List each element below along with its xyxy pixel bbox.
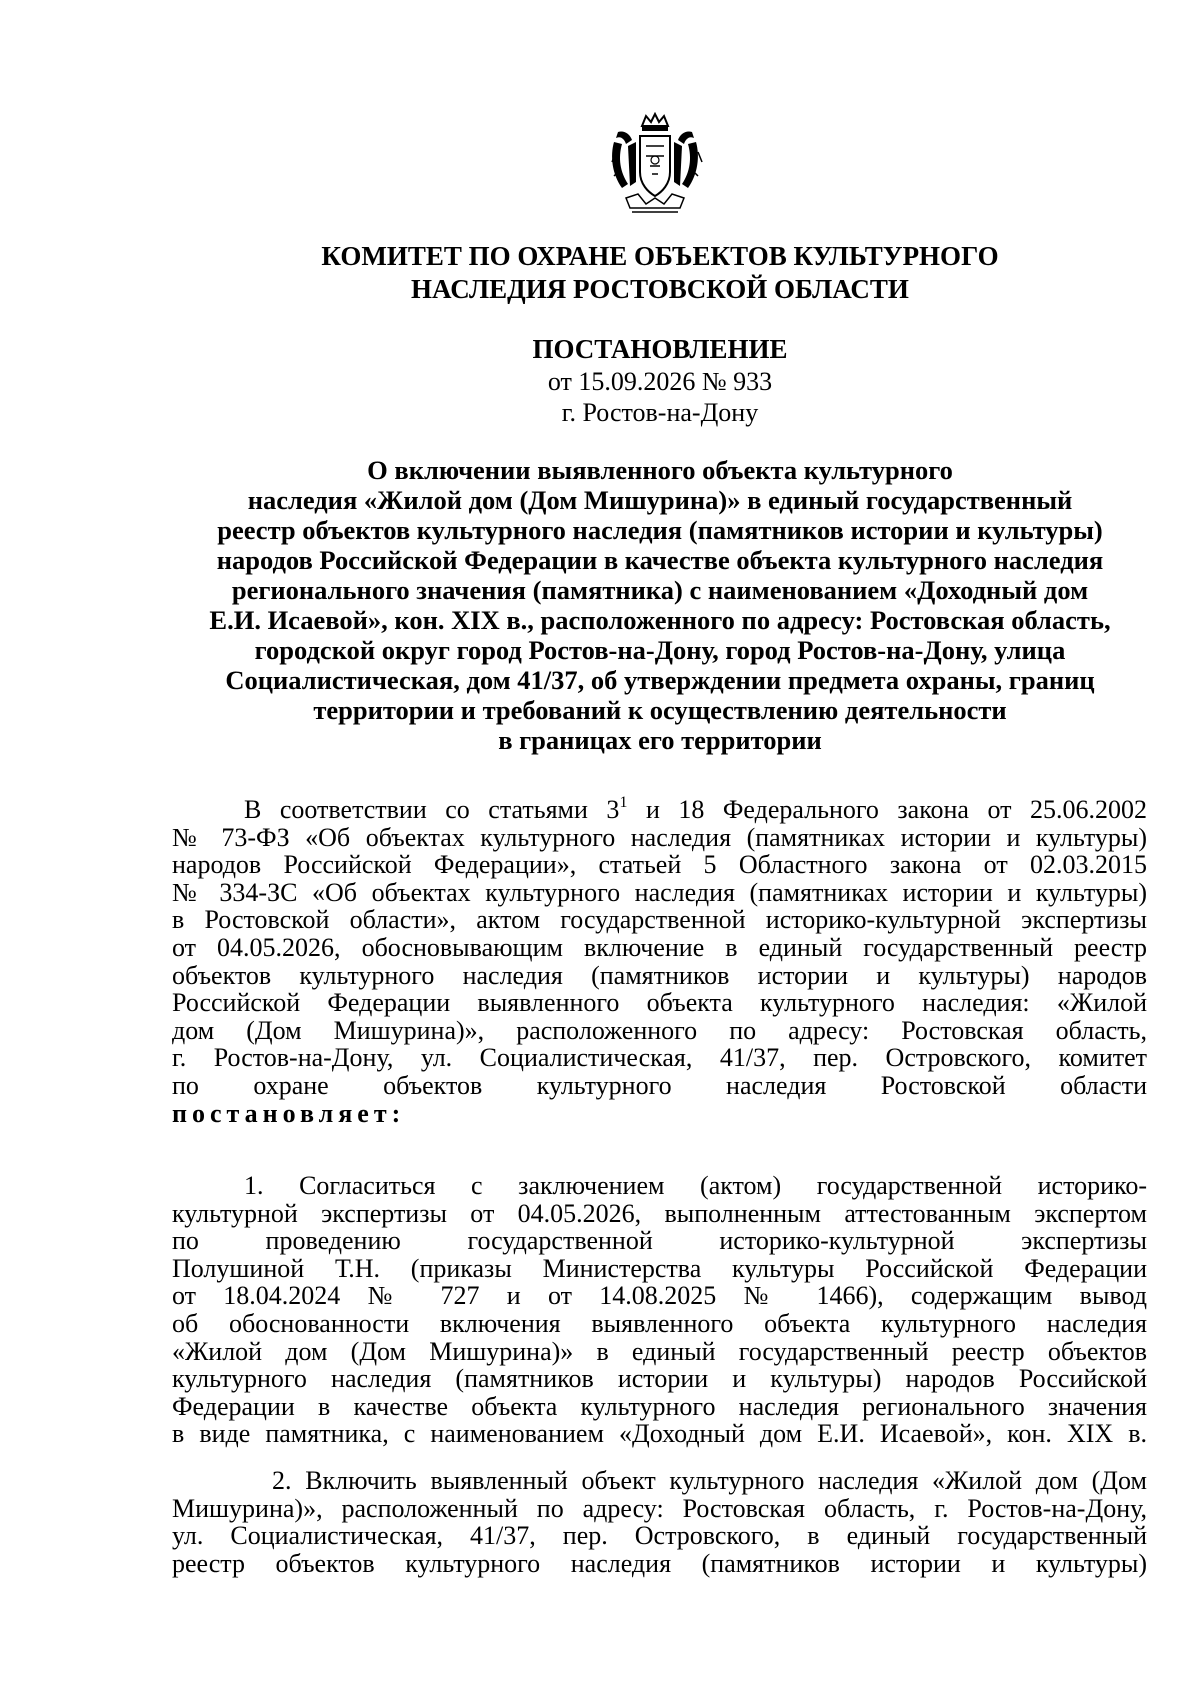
item-2-line: реестр объектов культурного наследия (памятников истории и культуры) <box>172 1548 1147 1578</box>
item-2-paragraph <box>172 1467 1147 1577</box>
title-line: Е.И. Исаевой», кон. XIX в., расположенного по адресу: Ростовская область, <box>209 605 1111 635</box>
preamble-line: по охране объектов культурного наследия Ростовской области <box>172 1070 1147 1100</box>
item-1-paragraph <box>172 1172 1147 1448</box>
item-2-line: 2. Включить выявленный объект культурного наследия «Жилой дом (Дом <box>272 1466 1147 1495</box>
title-line: в границах его территории <box>498 725 822 755</box>
preamble-text: и 18 Федерального закона от 25.06.2002 <box>627 795 1147 824</box>
title-line: регионального значения (памятника) с наименованием «Доходный дом <box>231 575 1089 605</box>
title-line: городской округ город Ростов-на-Дону, город Ростов-на-Дону, улица <box>254 635 1066 665</box>
document-type: ПОСТАНОВЛЕНИЕ <box>532 334 788 364</box>
preamble-line: № 334-ЗС «Об объектах культурного наследия (памятниках истории и культуры) <box>172 877 1147 907</box>
preamble-line: народов Российской Федерации», статьей 5 Областного закона от 02.03.2015 <box>172 850 1147 880</box>
organization-name <box>180 240 1140 306</box>
organization-line-2: НАСЛЕДИЯ РОСТОВСКОЙ ОБЛАСТИ <box>411 274 909 304</box>
item-1-line: по проведению государственной историко-культурной экспертизы <box>172 1226 1147 1256</box>
item-1-line: от 18.04.2024 № 727 и от 14.08.2025 № 1466), содержащим вывод <box>172 1281 1147 1311</box>
preamble-line: объектов культурного наследия (памятников истории и культуры) народов <box>172 960 1147 990</box>
item-1-line: Федерации в качестве объекта культурного наследия регионального значения <box>172 1391 1147 1421</box>
item-1-line: культурного наследия (памятников истории и культуры) народов Российской <box>172 1364 1147 1394</box>
item-2-line: ул. Социалистическая, 41/37, пер. Островского, в единый государственный <box>172 1521 1147 1551</box>
item-1-line: в виде памятника, с наименованием «Доходный дом Е.И. Исаевой», кон. XIX в. <box>172 1419 1147 1449</box>
preamble-line: от 04.05.2026, обосновывающим включение в единый государственный реестр <box>172 932 1147 962</box>
preamble-text: В соответствии со статьями 3 <box>244 795 620 824</box>
document-date-number: от 15.09.2026 № 933 <box>547 367 773 396</box>
item-1-line: культурной экспертизы от 04.05.2026, выполненным аттестованным экспертом <box>172 1198 1147 1228</box>
title-line: наследия «Жилой дом (Дом Мишурина)» в единый государственный <box>247 485 1073 515</box>
title-line: территории и требований к осуществлению деятельности <box>313 695 1007 725</box>
preamble-line: в Ростовской области», актом государственной историко-культурной экспертизы <box>172 905 1147 935</box>
preamble-line: № 73-ФЗ «Об объектах культурного наследия (памятниках истории и культуры) <box>172 822 1147 852</box>
preamble-line-1 <box>172 796 1147 824</box>
document-city: г. Ростов-на-Дону <box>561 398 759 427</box>
preamble-paragraph <box>172 796 1147 1127</box>
item-2-line: Мишурина)», расположенный по адресу: Ростовская область, г. Ростов-на-Дону, <box>172 1493 1147 1523</box>
organization-line-1: КОМИТЕТ ПО ОХРАНЕ ОБЪЕКТОВ КУЛЬТУРНОГО <box>321 241 999 271</box>
item-1-line: об обоснованности включения выявленного объекта культурного наследия <box>172 1308 1147 1338</box>
item-1-line: 1. Согласиться с заключением (актом) государственной историко- <box>244 1171 1147 1200</box>
preamble-line: г. Ростов-на-Дону, ул. Социалистическая, 41/37, пер. Островского, комитет <box>172 1043 1147 1073</box>
article-superscript: 1 <box>619 794 628 811</box>
title-line: Социалистическая, дом 41/37, об утверждении предмета охраны, границ <box>225 665 1095 695</box>
title-line: реестр объектов культурного наследия (памятников истории и культуры) <box>217 515 1103 545</box>
preamble-line: Российской Федерации выявленного объекта культурного наследия: «Жилой <box>172 988 1147 1018</box>
item-1-line: Полушиной Т.Н. (приказы Министерства культуры Российской Федерации <box>172 1253 1147 1283</box>
coat-of-arms-icon <box>606 112 704 216</box>
title-line: народов Российской Федерации в качестве объекта культурного наследия <box>216 545 1104 575</box>
item-1-line: «Жилой дом (Дом Мишурина)» в единый государственный реестр объектов <box>172 1336 1147 1366</box>
title-line: О включении выявленного объекта культурного <box>367 455 953 485</box>
preamble-line: дом (Дом Мишурина)», расположенного по адресу: Ростовская область, <box>172 1015 1147 1045</box>
resolves-word: постановляет: <box>172 1098 406 1128</box>
document-title <box>150 455 1170 755</box>
